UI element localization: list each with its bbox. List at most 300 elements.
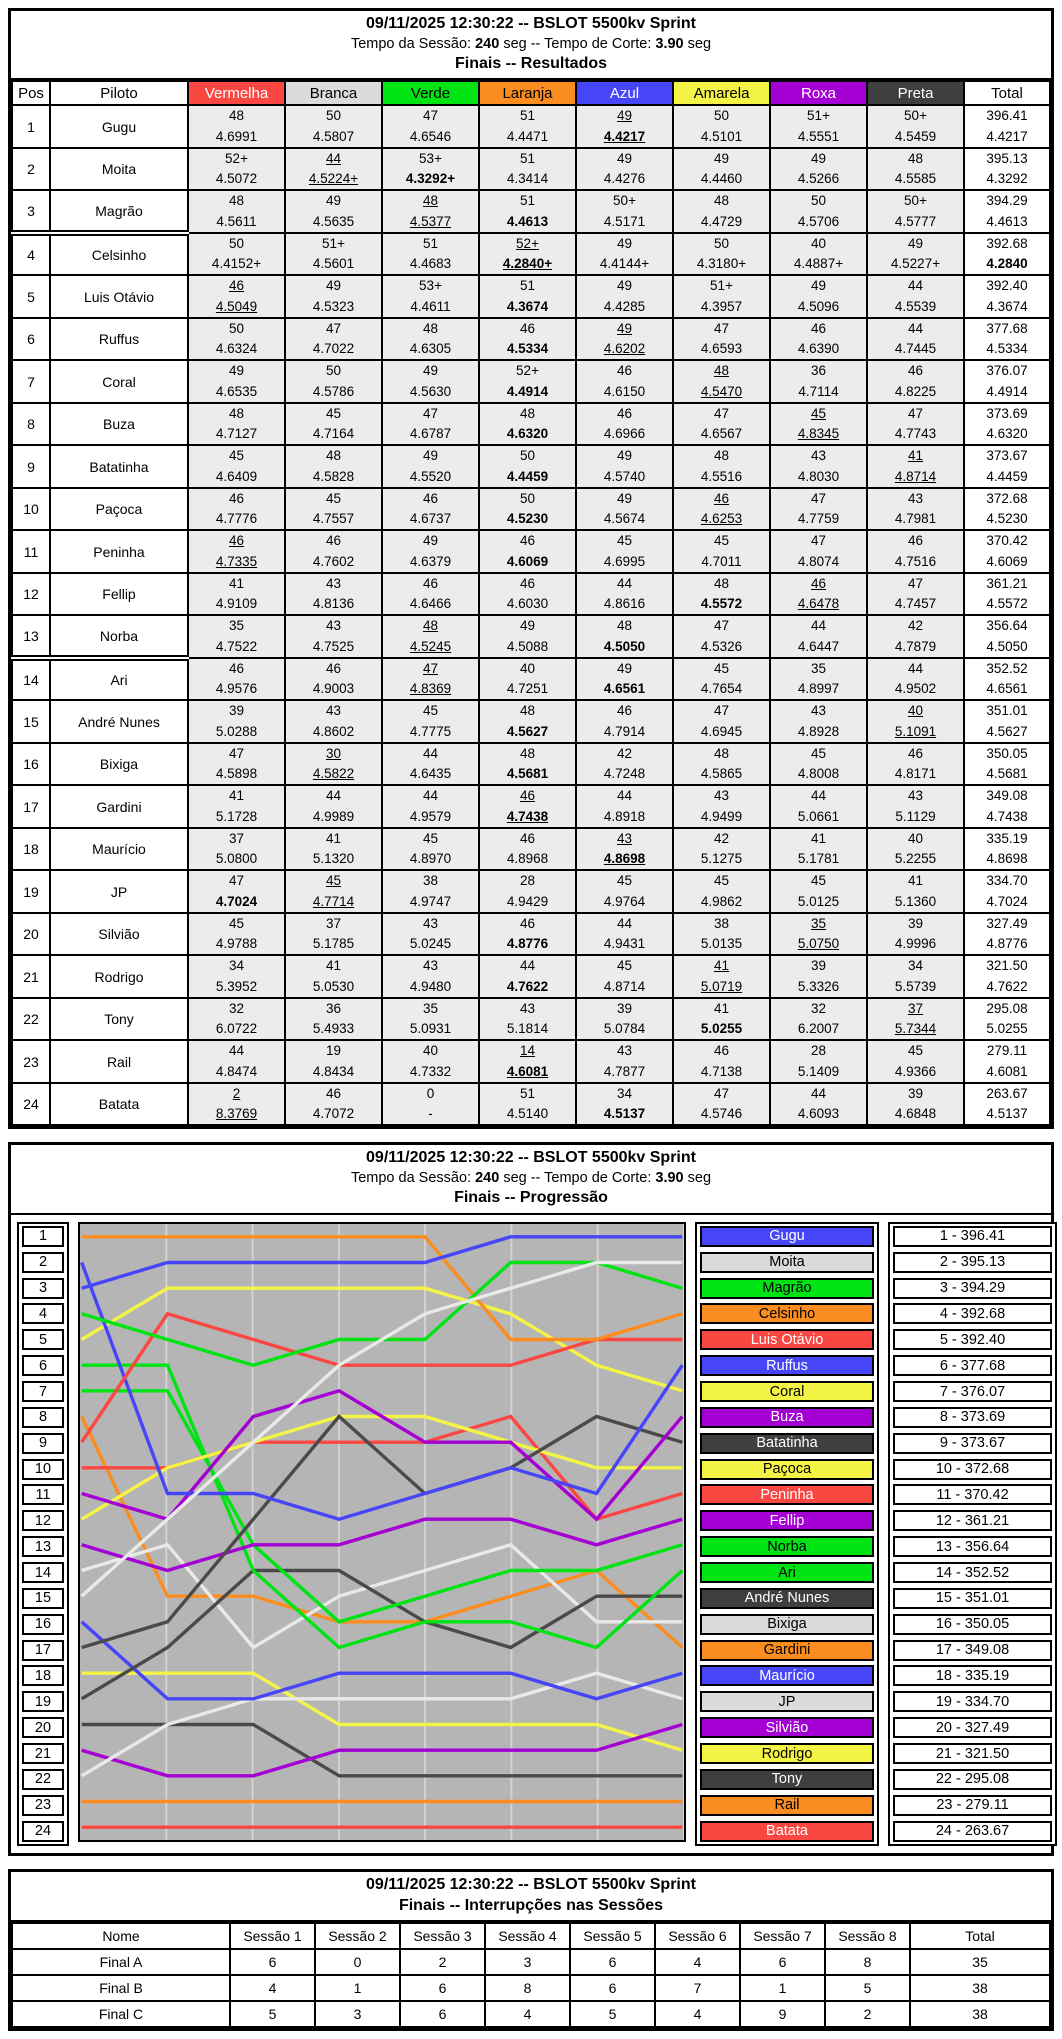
laps-value: 48 [713, 448, 730, 464]
lane-cell-laranja [479, 488, 576, 531]
best-lap-time: 4.5049 [215, 298, 258, 314]
lane-cell-verde [382, 488, 479, 531]
best-lap-time: 4.4460 [700, 171, 743, 187]
best-lap-time: 4.8616 [603, 596, 646, 612]
results-subtitle [11, 35, 1051, 54]
best-lap-time: 4.6305 [409, 341, 452, 357]
lane-cell-amarela [673, 743, 770, 786]
laps-value: 49 [810, 278, 827, 294]
lane-cell-branca [285, 870, 382, 913]
best-lap-time: 5.0931 [409, 1021, 452, 1037]
lane-cell-azul [576, 1083, 673, 1126]
column-header-total: Total [964, 81, 1050, 105]
results-row [12, 148, 1050, 191]
lane-cell-roxa [770, 785, 867, 828]
best-lap-time: 4.5140 [506, 1106, 549, 1122]
total-best-time: 4.3674 [986, 298, 1028, 314]
laps-value: 46 [907, 533, 924, 549]
laps-value: 47 [713, 618, 730, 634]
lane-cell-branca [285, 998, 382, 1041]
best-lap-time: 4.6478 [797, 596, 840, 612]
lane-cell-branca [285, 785, 382, 828]
lane-cell-verde [382, 828, 479, 871]
best-lap-time: 4.4285 [603, 298, 646, 314]
best-lap-time: 4.5470 [700, 383, 743, 399]
laps-value: 49 [810, 150, 827, 166]
laps-value: 41 [228, 788, 245, 804]
laps-value: 39 [907, 1085, 924, 1101]
session-time-value: 240 [475, 35, 500, 52]
best-lap-time: 4.9480 [409, 978, 452, 994]
lane-cell-laranja [479, 403, 576, 446]
lane-cell-branca [285, 275, 382, 318]
total-cell [964, 275, 1050, 318]
lane-cell-preta [867, 360, 964, 403]
laps-value: 47 [713, 405, 730, 421]
lane-cell-verde [382, 955, 479, 998]
best-lap-time: 4.5323 [312, 298, 355, 314]
laps-value: 40 [810, 235, 827, 251]
total-cell [964, 955, 1050, 998]
best-lap-time: 4.5630 [409, 383, 452, 399]
best-lap-time: 4.8698 [603, 851, 646, 867]
best-lap-time: 4.6593 [700, 341, 743, 357]
best-lap-time: 5.0784 [603, 1021, 646, 1037]
interruption-count: 8 [825, 1949, 910, 1975]
interruptions-column-header: Sessão 2 [315, 1923, 400, 1949]
progression-subtitle: Tempo da Sessão: 240 seg -- Tempo de Corte: 3.90 seg [350, 1170, 712, 1187]
lane-cell-branca [285, 403, 382, 446]
legend-score-item: 5 - 392.40 [893, 1329, 1052, 1350]
total-best-time: 4.5334 [986, 341, 1028, 357]
progression-chart [80, 1224, 684, 1840]
lane-cell-vermelha [188, 913, 285, 956]
best-lap-time: 4.5746 [700, 1106, 743, 1122]
position-cell: 13 [12, 615, 50, 658]
column-header-piloto: Piloto [50, 81, 188, 105]
lane-cell-azul [576, 998, 673, 1041]
legend-name-item: Paçoca [700, 1459, 874, 1480]
interruption-count: 9 [740, 2001, 825, 2027]
total-laps: 361.21 [986, 575, 1028, 591]
best-lap-time: 4.9431 [603, 936, 646, 952]
column-header-azul: Azul [576, 81, 673, 105]
lane-cell-preta [867, 318, 964, 361]
pilot-name: Tony [50, 998, 188, 1041]
laps-value: 43 [325, 618, 342, 634]
lane-cell-verde [382, 445, 479, 488]
position-cell: 20 [12, 913, 50, 956]
position-number-box: 2 [22, 1252, 64, 1273]
lane-cell-branca [285, 743, 382, 786]
laps-value: 49 [616, 235, 633, 251]
lane-cell-azul [576, 445, 673, 488]
position-number-box: 23 [22, 1795, 64, 1816]
best-lap-time: 4.9109 [215, 596, 258, 612]
column-header-pos: Pos [12, 81, 50, 105]
legend-name-item: JP [700, 1691, 874, 1712]
laps-value: 47 [422, 405, 439, 421]
legend-score-item: 11 - 370.42 [893, 1484, 1052, 1505]
laps-value: 49 [519, 618, 536, 634]
laps-value: 48 [325, 448, 342, 464]
legend-score-item: 8 - 373.69 [893, 1407, 1052, 1428]
laps-value: 47 [907, 405, 924, 421]
best-lap-time: 4.3957 [700, 298, 743, 314]
laps-value: 35 [228, 618, 245, 634]
results-row [12, 403, 1050, 446]
legend-name-item: Luis Otávio [700, 1329, 874, 1350]
lane-cell-preta [867, 743, 964, 786]
legend-score-item: 23 - 279.11 [893, 1795, 1052, 1816]
laps-value: 48 [422, 618, 439, 634]
laps-value: 50+ [904, 193, 927, 209]
best-lap-time: 4.5777 [894, 213, 937, 229]
best-lap-time: 4.6379 [409, 553, 452, 569]
total-laps: 394.29 [986, 193, 1028, 209]
seg-label: seg [683, 35, 712, 52]
laps-value: 46 [325, 533, 342, 549]
total-laps: 395.13 [986, 150, 1028, 166]
total-best-time: 4.3292 [986, 171, 1028, 187]
best-lap-time: 8.3769 [215, 1106, 258, 1122]
laps-value: 44 [616, 788, 633, 804]
lane-cell-roxa [770, 488, 867, 531]
lane-cell-amarela [673, 998, 770, 1041]
lane-cell-roxa [770, 955, 867, 998]
total-best-time: 4.4217 [986, 128, 1028, 144]
results-row [12, 998, 1050, 1041]
laps-value: 50+ [904, 108, 927, 124]
total-laps: 295.08 [986, 1000, 1028, 1016]
best-lap-time: 4.6848 [894, 1106, 937, 1122]
position-cell: 3 [12, 190, 50, 233]
laps-value: 39 [810, 958, 827, 974]
best-lap-time: 4.8136 [312, 596, 355, 612]
laps-value: 46 [810, 575, 827, 591]
laps-value: 45 [325, 873, 342, 889]
total-cell [964, 190, 1050, 233]
total-cell [964, 1083, 1050, 1126]
best-lap-time: 5.0288 [215, 723, 258, 739]
total-cell [964, 403, 1050, 446]
lane-cell-roxa [770, 998, 867, 1041]
lane-cell-vermelha [188, 1083, 285, 1126]
laps-value: 46 [519, 830, 536, 846]
best-lap-time: 4.8345 [797, 426, 840, 442]
best-lap-time: 4.7332 [409, 1063, 452, 1079]
laps-value: 44 [616, 575, 633, 591]
position-number-box: 7 [22, 1381, 64, 1402]
best-lap-time: 4.7438 [506, 808, 549, 824]
lane-cell-laranja [479, 955, 576, 998]
best-lap-time: 4.6535 [215, 383, 258, 399]
total-laps: 377.68 [986, 320, 1028, 336]
best-lap-time: 4.5822 [312, 766, 355, 782]
laps-value: 53+ [419, 278, 442, 294]
results-table [11, 80, 1051, 1126]
best-lap-time: 4.7251 [506, 681, 549, 697]
interruptions-table [11, 1922, 1051, 2028]
laps-value: 50 [228, 320, 245, 336]
best-lap-time: 4.7024 [215, 893, 258, 909]
position-cell: 4 [12, 233, 50, 276]
position-number-box: 9 [22, 1433, 64, 1454]
total-cell [964, 658, 1050, 701]
laps-value: 34 [907, 958, 924, 974]
total-best-time: 4.6561 [986, 681, 1028, 697]
laps-value: 43 [810, 448, 827, 464]
total-laps: 373.69 [986, 405, 1028, 421]
lane-cell-preta [867, 658, 964, 701]
best-lap-time: 4.6435 [409, 766, 452, 782]
laps-value: 46 [519, 788, 536, 804]
best-lap-time: 4.5572 [700, 596, 743, 612]
laps-value: 42 [907, 618, 924, 634]
position-number-box: 10 [22, 1459, 64, 1480]
lane-cell-amarela [673, 870, 770, 913]
lane-cell-vermelha [188, 828, 285, 871]
laps-value: 40 [519, 660, 536, 676]
position-number-box: 21 [22, 1743, 64, 1764]
best-lap-time: 4.4144+ [599, 256, 650, 272]
legend-score-item: 24 - 263.67 [893, 1821, 1052, 1842]
interruptions-column-header: Total [910, 1923, 1050, 1949]
results-row [12, 743, 1050, 786]
total-count: 38 [910, 1975, 1050, 2001]
lane-cell-vermelha [188, 743, 285, 786]
laps-value: 51+ [710, 278, 733, 294]
best-lap-time: 4.6945 [700, 723, 743, 739]
laps-value: 28 [810, 1043, 827, 1059]
legend-score-item: 2 - 395.13 [893, 1252, 1052, 1273]
total-best-time: 4.8698 [986, 851, 1028, 867]
interruption-count: 0 [315, 1949, 400, 1975]
lane-cell-branca [285, 233, 382, 276]
lane-cell-verde [382, 913, 479, 956]
legend-name-item: Magrão [700, 1278, 874, 1299]
best-lap-time: 4.7127 [215, 426, 258, 442]
legend-name-column [695, 1222, 879, 1846]
legend-name-item: Maurício [700, 1665, 874, 1686]
interruptions-column-header: Sessão 5 [570, 1923, 655, 1949]
laps-value: 32 [228, 1000, 245, 1016]
laps-value: 19 [325, 1043, 342, 1059]
lane-cell-laranja [479, 190, 576, 233]
best-lap-time: 4.5088 [506, 638, 549, 654]
laps-value: 37 [325, 915, 342, 931]
interruptions-column-header: Sessão 1 [230, 1923, 315, 1949]
best-lap-time: 4.8918 [603, 808, 646, 824]
interruptions-header [11, 1872, 1051, 1923]
laps-value: 44 [907, 278, 924, 294]
legend-score-item: 16 - 350.05 [893, 1614, 1052, 1635]
results-row [12, 700, 1050, 743]
results-row [12, 1040, 1050, 1083]
best-lap-time: 4.5585 [894, 171, 937, 187]
laps-value: 41 [325, 830, 342, 846]
position-cell: 19 [12, 870, 50, 913]
lane-cell-branca [285, 573, 382, 616]
laps-value: 51 [519, 193, 536, 209]
laps-value: 45 [713, 533, 730, 549]
position-cell: 1 [12, 105, 50, 148]
lane-cell-verde [382, 1040, 479, 1083]
pilot-name: André Nunes [50, 700, 188, 743]
lane-cell-roxa [770, 615, 867, 658]
laps-value: 49 [616, 108, 633, 124]
position-number-box: 11 [22, 1484, 64, 1505]
interruptions-column-header: Sessão 7 [740, 1923, 825, 1949]
total-cell [964, 318, 1050, 361]
lane-cell-roxa [770, 743, 867, 786]
best-lap-time: 4.6069 [506, 553, 549, 569]
laps-value: 43 [422, 915, 439, 931]
lane-cell-vermelha [188, 573, 285, 616]
best-lap-time: 4.8602 [312, 723, 355, 739]
best-lap-time: 4.8928 [797, 723, 840, 739]
best-lap-time: 4.7879 [894, 638, 937, 654]
laps-value: 48 [422, 193, 439, 209]
lane-cell-roxa [770, 445, 867, 488]
best-lap-time: 4.9429 [506, 893, 549, 909]
lane-cell-verde [382, 658, 479, 701]
final-row [12, 1949, 1050, 1975]
lane-cell-vermelha [188, 488, 285, 531]
lane-cell-amarela [673, 785, 770, 828]
lane-cell-preta [867, 488, 964, 531]
laps-value: 45 [422, 830, 439, 846]
best-lap-time: 4.5520 [409, 468, 452, 484]
legend-name-item: Gugu [700, 1226, 874, 1247]
total-laps: 279.11 [986, 1043, 1028, 1059]
lane-cell-verde [382, 148, 479, 191]
position-cell: 12 [12, 573, 50, 616]
total-laps: 327.49 [986, 915, 1028, 931]
cut-time-label: seg -- Tempo de Corte: [499, 35, 656, 52]
lane-cell-laranja [479, 1083, 576, 1126]
lane-cell-laranja [479, 360, 576, 403]
laps-value: 44 [907, 660, 924, 676]
total-cell [964, 105, 1050, 148]
best-lap-time: 4.4276 [603, 171, 646, 187]
laps-value: 42 [713, 830, 730, 846]
laps-value: 43 [422, 958, 439, 974]
lane-cell-azul [576, 530, 673, 573]
lane-cell-preta [867, 1083, 964, 1126]
lane-cell-verde [382, 615, 479, 658]
laps-value: 49 [422, 448, 439, 464]
position-number-box: 18 [22, 1665, 64, 1686]
laps-value: 41 [810, 830, 827, 846]
best-lap-time: 4.7516 [894, 553, 937, 569]
interruptions-title: 09/11/2025 12:30:22 -- BSLOT 5500kv Sprint [366, 1875, 696, 1893]
lane-cell-azul [576, 148, 673, 191]
lane-cell-azul [576, 403, 673, 446]
laps-value: 44 [810, 1085, 827, 1101]
legend-name-item: Gardini [700, 1640, 874, 1661]
results-row [12, 318, 1050, 361]
lane-cell-azul [576, 743, 673, 786]
best-lap-time: 4.5740 [603, 468, 646, 484]
best-lap-time: 4.4217 [603, 128, 646, 144]
total-laps: 350.05 [986, 745, 1028, 761]
lane-cell-vermelha [188, 530, 285, 573]
interruption-count: 2 [825, 2001, 910, 2027]
final-name: Final B [12, 1975, 230, 2001]
total-best-time: 4.5137 [986, 1106, 1028, 1122]
lane-cell-branca [285, 658, 382, 701]
best-lap-time: 4.8434 [312, 1063, 355, 1079]
lane-cell-roxa [770, 233, 867, 276]
best-lap-time: 4.4152+ [211, 256, 262, 272]
best-lap-time: 4.9003 [312, 681, 355, 697]
laps-value: 44 [325, 788, 342, 804]
lane-cell-azul [576, 828, 673, 871]
best-lap-time: 4.5101 [700, 128, 743, 144]
position-cell: 8 [12, 403, 50, 446]
legend-score-item: 1 - 396.41 [893, 1226, 1052, 1247]
best-lap-time: 5.0245 [409, 936, 452, 952]
results-row [12, 530, 1050, 573]
laps-value: 45 [616, 533, 633, 549]
best-lap-time: 4.5326 [700, 638, 743, 654]
lane-cell-laranja [479, 700, 576, 743]
total-best-time: 4.5572 [986, 596, 1028, 612]
laps-value: 43 [907, 788, 924, 804]
best-lap-time: 5.2255 [894, 851, 937, 867]
best-lap-time: 4.6991 [215, 128, 258, 144]
progression-body [11, 1215, 1051, 1853]
laps-value: 37 [907, 1000, 924, 1016]
position-cell: 24 [12, 1083, 50, 1126]
lane-cell-roxa [770, 275, 867, 318]
laps-value: 44 [810, 618, 827, 634]
legend-name-item: Celsinho [700, 1303, 874, 1324]
laps-value: 47 [713, 703, 730, 719]
lane-cell-verde [382, 998, 479, 1041]
laps-value: 46 [519, 320, 536, 336]
best-lap-time: 4.3292+ [405, 171, 456, 187]
lane-cell-vermelha [188, 360, 285, 403]
best-lap-time: 4.5674 [603, 511, 646, 527]
best-lap-time: 4.7775 [409, 723, 452, 739]
position-number-box: 19 [22, 1691, 64, 1712]
interruptions-header-row [12, 1923, 1050, 1949]
laps-value: 43 [907, 490, 924, 506]
total-cell [964, 785, 1050, 828]
laps-value: 45 [616, 873, 633, 889]
position-cell: 11 [12, 530, 50, 573]
session-time-label: Tempo da Sessão: [350, 35, 476, 52]
best-lap-time: 4.7011 [701, 553, 742, 569]
best-lap-time: 4.7072 [312, 1106, 355, 1122]
lane-cell-amarela [673, 658, 770, 701]
laps-value: 45 [810, 745, 827, 761]
laps-value: 45 [810, 405, 827, 421]
lane-cell-verde [382, 785, 479, 828]
pilot-name: Ruffus [50, 318, 188, 361]
best-lap-time: 4.5224+ [308, 171, 359, 187]
total-laps: 392.68 [986, 235, 1028, 251]
laps-value: 43 [325, 703, 342, 719]
laps-value: 39 [228, 703, 245, 719]
lane-cell-preta [867, 530, 964, 573]
total-best-time: 4.4613 [986, 213, 1028, 229]
best-lap-time: 4.4887+ [793, 256, 844, 272]
legend-name-item: Tony [700, 1769, 874, 1790]
best-lap-time: 4.3674 [506, 298, 549, 314]
